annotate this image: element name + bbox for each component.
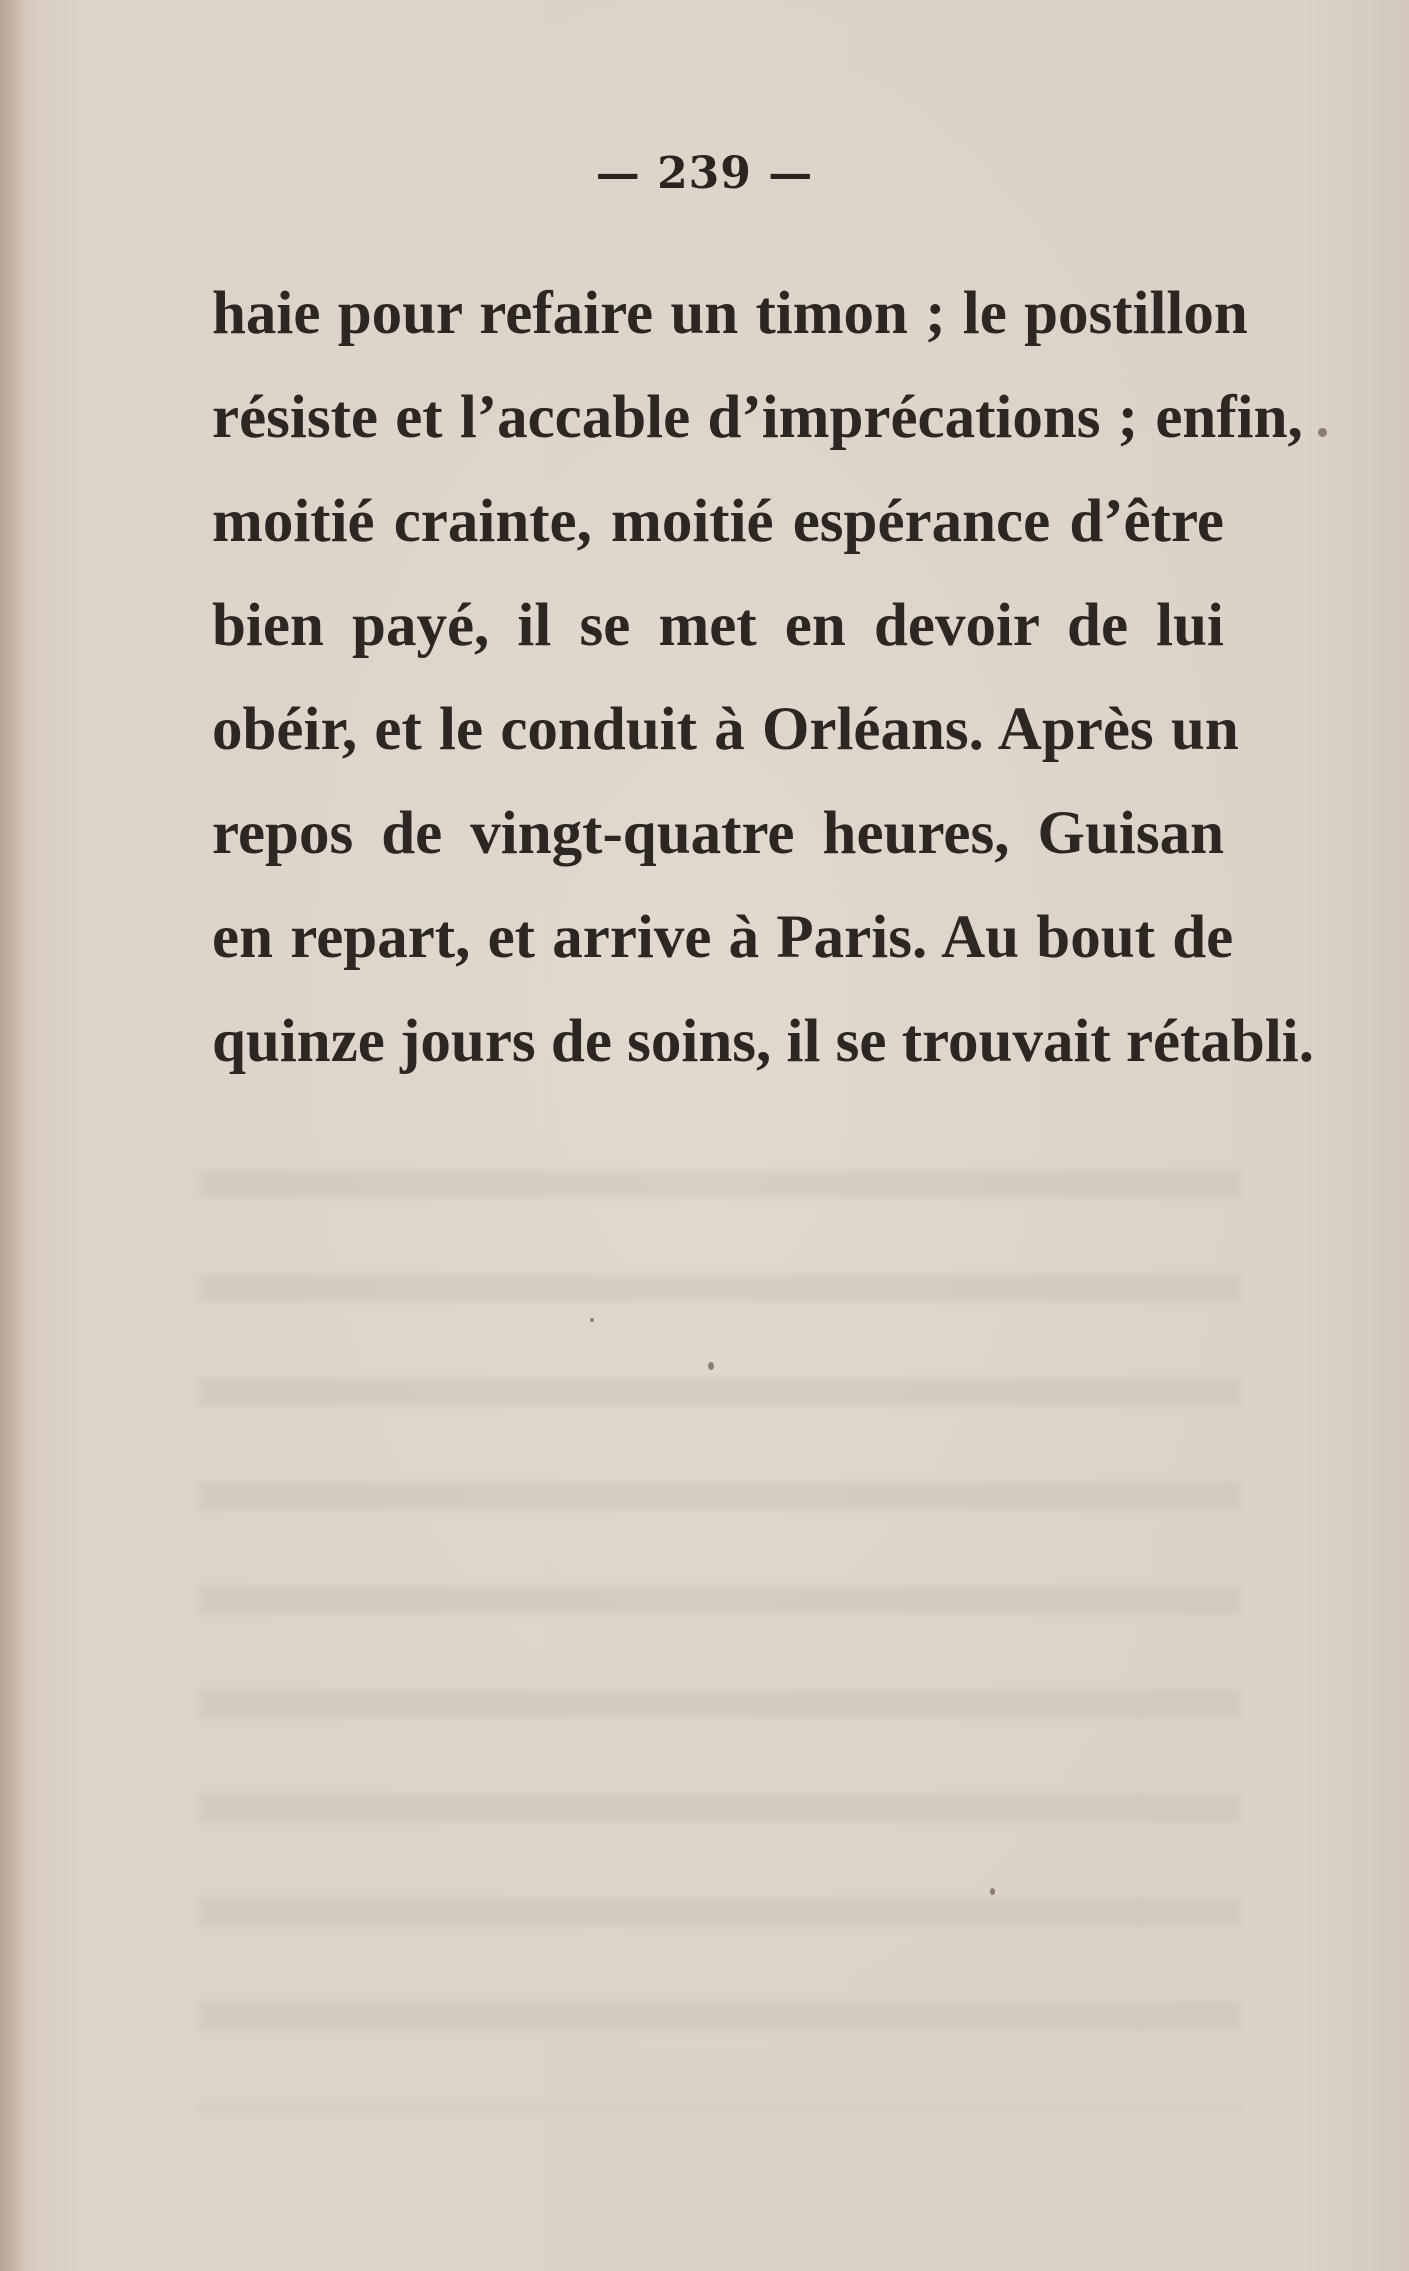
text-line: bien payé, il se met en devoir de lui <box>212 592 1224 659</box>
text-line: quinze jours de soins, il se trouvait rétabli. <box>212 1008 1314 1075</box>
bleed-through-text <box>200 1110 1240 2110</box>
paper-speck <box>1318 428 1327 437</box>
text-line: en repart, et arrive à Paris. Au bout de <box>212 904 1234 971</box>
page-number: — 239 — <box>595 148 814 199</box>
text-line: résiste et l’accable d’imprécations ; enfin, <box>212 384 1303 451</box>
text-line: obéir, et le conduit à Orléans. Après un <box>212 696 1239 763</box>
paper-speck <box>990 1888 995 1895</box>
paper-speck <box>708 1362 714 1370</box>
page-edge-shadow <box>0 0 26 2271</box>
paper-speck <box>590 1318 594 1322</box>
body-text <box>212 262 1314 1094</box>
text-line: moitié crainte, moitié espérance d’être <box>212 488 1224 555</box>
text-line: repos de vingt-quatre heures, Guisan <box>212 800 1224 867</box>
text-line: haie pour refaire un timon ; le postillon <box>212 280 1248 347</box>
